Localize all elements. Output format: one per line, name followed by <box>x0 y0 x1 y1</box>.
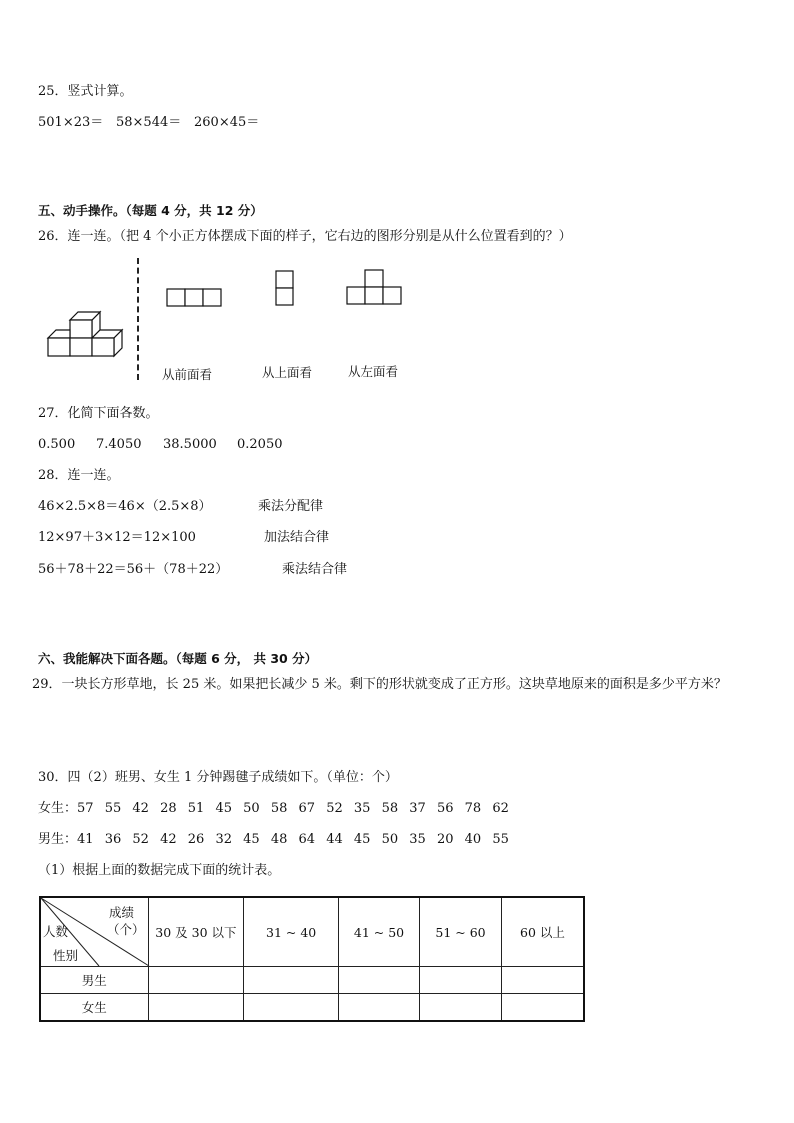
score-value: 56 <box>436 801 454 816</box>
view-label-left: 从左面看 <box>348 364 399 379</box>
q28-law: 乘法结合律 <box>282 562 348 577</box>
column-header: 31 ~ 40 <box>244 897 339 967</box>
table-cell-input[interactable] <box>148 967 244 994</box>
score-value: 26 <box>187 832 205 847</box>
table-cell-input[interactable] <box>420 994 502 1022</box>
column-header: 41 ~ 50 <box>339 897 420 967</box>
score-value: 50 <box>381 832 399 847</box>
score-value: 51 <box>187 801 205 816</box>
row-header-boys: 男生 <box>40 967 148 994</box>
cube-stack-figure <box>44 306 124 366</box>
score-value: 35 <box>353 801 371 816</box>
girls-label: 女生： <box>38 801 78 816</box>
q28-expression: 46×2.5×8＝46×（2.5×8） <box>38 499 212 514</box>
score-value: 50 <box>243 801 260 816</box>
q25-items <box>38 115 259 131</box>
score-value: 58 <box>270 801 288 816</box>
score-value: 67 <box>298 801 316 816</box>
q26-title: 26．连一连。（把 4 个小正方体摆成下面的样子，它右边的图形分别是从什么位置看到的？） <box>38 229 572 244</box>
q28-law: 乘法分配律 <box>258 499 324 514</box>
q28-expression: 56＋78＋22＝56＋（78＋22） <box>38 562 229 577</box>
front-view-shape <box>166 288 222 308</box>
q28-title: 28．连一连。 <box>38 468 120 483</box>
corner-unit-label: （个） <box>107 922 145 937</box>
score-value: 42 <box>132 801 149 816</box>
corner-count-label: 人数 <box>43 924 69 939</box>
score-value: 45 <box>353 832 371 847</box>
q27-number: 0.2050 <box>237 437 283 452</box>
score-value: 64 <box>298 832 316 847</box>
score-value: 42 <box>160 832 177 847</box>
q30-title: 30．四（2）班男、女生 1 分钟踢毽子成绩如下。（单位：个） <box>38 770 398 785</box>
score-value: 62 <box>492 801 509 816</box>
corner-score-label: 成绩 <box>109 905 135 920</box>
q27-title: 27．化简下面各数。 <box>38 406 159 421</box>
section6-heading: 六、我能解决下面各题。（每题 6 分， 共 30 分） <box>38 651 318 666</box>
score-value: 57 <box>77 801 94 816</box>
score-value: 55 <box>104 801 122 816</box>
score-value: 58 <box>381 801 399 816</box>
column-header: 60 以上 <box>501 897 584 967</box>
boys-scores <box>77 832 520 847</box>
statistics-table <box>39 896 585 1022</box>
table-cell-input[interactable] <box>501 967 584 994</box>
q27-number: 7.4050 <box>96 437 142 452</box>
table-cell-input[interactable] <box>244 994 339 1022</box>
table-row <box>40 967 584 994</box>
q25-title: 25．竖式计算。 <box>38 84 133 99</box>
q28-expression: 12×97＋3×12＝12×100 <box>38 530 196 545</box>
score-value: 45 <box>243 832 260 847</box>
table-header-row <box>40 897 584 967</box>
score-value: 52 <box>132 832 149 847</box>
q27-numbers <box>38 437 283 453</box>
table-cell-input[interactable] <box>148 994 244 1022</box>
left-view-shape <box>346 269 402 307</box>
score-value: 32 <box>215 832 232 847</box>
q27-number: 0.500 <box>38 437 76 452</box>
table-corner-cell <box>40 897 148 967</box>
score-value: 35 <box>409 832 426 847</box>
score-value: 28 <box>160 801 177 816</box>
section5-heading: 五、动手操作。（每题 4 分，共 12 分） <box>38 203 263 218</box>
column-header: 51 ~ 60 <box>420 897 502 967</box>
q30-girls-row <box>38 801 520 817</box>
score-value: 44 <box>326 832 343 847</box>
column-header: 30 及 30 以下 <box>148 897 244 967</box>
q29-text: 29．一块长方形草地，长 25 米。如果把长减少 5 米。剩下的形状就变成了正方形。这块草地原来的面积是多少平方米？ <box>32 677 727 692</box>
q25-item: 260×45＝ <box>194 115 260 130</box>
score-value: 78 <box>464 801 482 816</box>
score-value: 52 <box>326 801 343 816</box>
q28-law: 加法结合律 <box>264 530 330 545</box>
q27-number: 38.5000 <box>163 437 217 452</box>
score-value: 37 <box>409 801 426 816</box>
score-value: 41 <box>77 832 94 847</box>
score-value: 20 <box>436 832 454 847</box>
score-value: 55 <box>492 832 509 847</box>
table-cell-input[interactable] <box>420 967 502 994</box>
table-cell-input[interactable] <box>339 994 420 1022</box>
divider-dashed <box>137 258 139 380</box>
girls-scores <box>77 801 520 816</box>
table-cell-input[interactable] <box>501 994 584 1022</box>
boys-label: 男生： <box>38 832 78 847</box>
table-row <box>40 994 584 1022</box>
view-label-front: 从前面看 <box>162 367 213 382</box>
q30-boys-row <box>38 832 520 848</box>
table-cell-input[interactable] <box>339 967 420 994</box>
q25-item: 58×544＝ <box>116 115 182 130</box>
corner-gender-label: 性别 <box>53 948 79 963</box>
table-cell-input[interactable] <box>244 967 339 994</box>
row-header-girls: 女生 <box>40 994 148 1022</box>
score-value: 45 <box>215 801 232 816</box>
view-label-top: 从上面看 <box>262 365 313 380</box>
q30-sub1: （1）根据上面的数据完成下面的统计表。 <box>38 863 281 878</box>
score-value: 48 <box>270 832 288 847</box>
score-value: 36 <box>104 832 122 847</box>
q25-item: 501×23＝ <box>38 115 104 130</box>
top-view-shape <box>275 270 295 308</box>
score-value: 40 <box>464 832 482 847</box>
